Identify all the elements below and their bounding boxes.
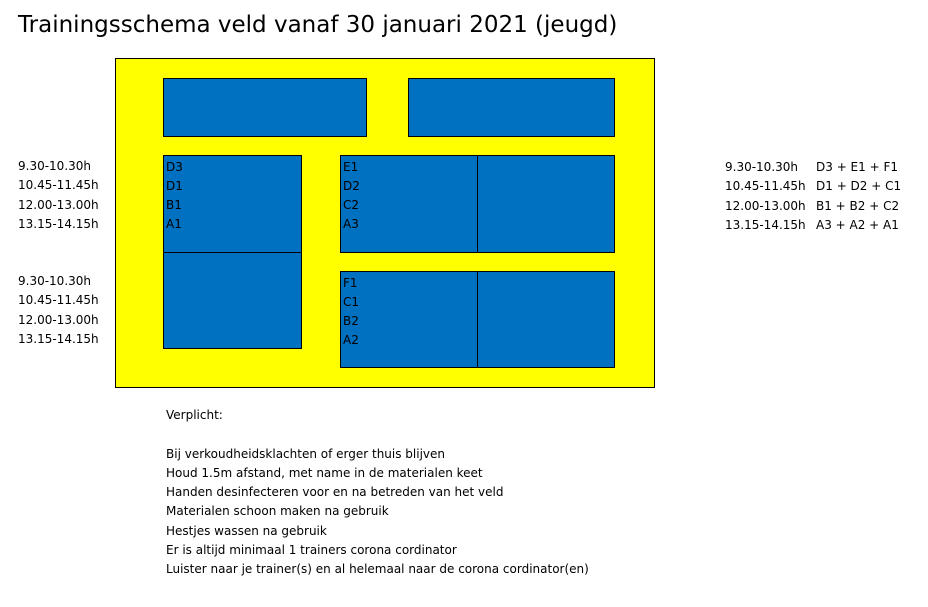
rule-item: Houd 1.5m afstand, met name in de materialen keet (166, 465, 483, 480)
team-list (343, 158, 360, 234)
page-title: Trainingsschema veld vanaf 30 januari 2021 (jeugd) (18, 12, 618, 38)
pitch-right-lower (477, 271, 615, 368)
schedule (725, 158, 901, 235)
time-label: 13.15-14.15h (18, 331, 99, 346)
schedule-teams: A3 + A2 + A1 (816, 217, 899, 232)
team-label: A2 (343, 333, 359, 347)
field (115, 58, 655, 388)
rule-item: Er is altijd minimaal 1 trainers corona cordinator (166, 543, 457, 558)
pitch-top-right (408, 78, 615, 137)
time-label: 9.30-10.30h (18, 159, 92, 173)
pitch-mid-lower (340, 271, 478, 368)
team-label: B2 (343, 314, 359, 328)
schedule-time: 10.45-11.45h (725, 179, 806, 194)
schedule-time: 13.15-14.15h (725, 217, 806, 232)
pitch-mid-upper (340, 155, 478, 253)
schedule-time: 9.30-10.30h (725, 160, 799, 174)
team-label: C2 (343, 198, 360, 212)
team-label: D1 (166, 179, 183, 193)
time-label: 13.15-14.15h (18, 216, 99, 231)
team-list (166, 158, 183, 234)
team-label: B1 (166, 198, 182, 212)
rule-item: Handen desinfecteren voor en na betreden van het veld (166, 485, 504, 500)
time-label: 10.45-11.45h (18, 293, 99, 308)
schedule-row (725, 177, 901, 196)
team-label: D3 (166, 160, 183, 174)
schedule-row (725, 197, 901, 216)
team-label: C1 (343, 295, 360, 309)
schedule-row (725, 216, 901, 235)
rule-item: Luister naar je trainer(s) en al helemaal naar de corona cordinator(en) (166, 562, 589, 577)
rule-item: Materialen schoon maken na gebruik (166, 504, 389, 519)
schedule-row (725, 158, 901, 177)
schedule-teams: D1 + D2 + C1 (816, 179, 902, 194)
times-upper (18, 157, 99, 234)
schedule-teams: D3 + E1 + F1 (816, 160, 898, 174)
time-label: 9.30-10.30h (18, 274, 92, 288)
schedule-time: 12.00-13.00h (725, 198, 806, 213)
pitch-right-upper (477, 155, 615, 253)
schedule-teams: B1 + B2 + C2 (816, 198, 900, 213)
rules-heading: Verplicht: (166, 408, 223, 422)
times-lower (18, 272, 99, 349)
time-label: 12.00-13.00h (18, 197, 99, 212)
team-list (343, 274, 359, 350)
time-label: 12.00-13.00h (18, 312, 99, 327)
rules (166, 406, 589, 580)
time-label: 10.45-11.45h (18, 178, 99, 193)
rule-item: Bij verkoudheidsklachten of erger thuis blijven (166, 446, 446, 461)
rule-item: Hestjes wassen na gebruik (166, 523, 327, 538)
team-label: A1 (166, 217, 182, 231)
team-label: A3 (343, 217, 359, 231)
pitch-left-upper (163, 155, 302, 253)
pitch-left-lower (163, 252, 302, 349)
team-label: E1 (343, 160, 359, 174)
team-label: D2 (343, 179, 360, 193)
team-label: F1 (343, 276, 358, 290)
pitch-top-left (163, 78, 367, 137)
